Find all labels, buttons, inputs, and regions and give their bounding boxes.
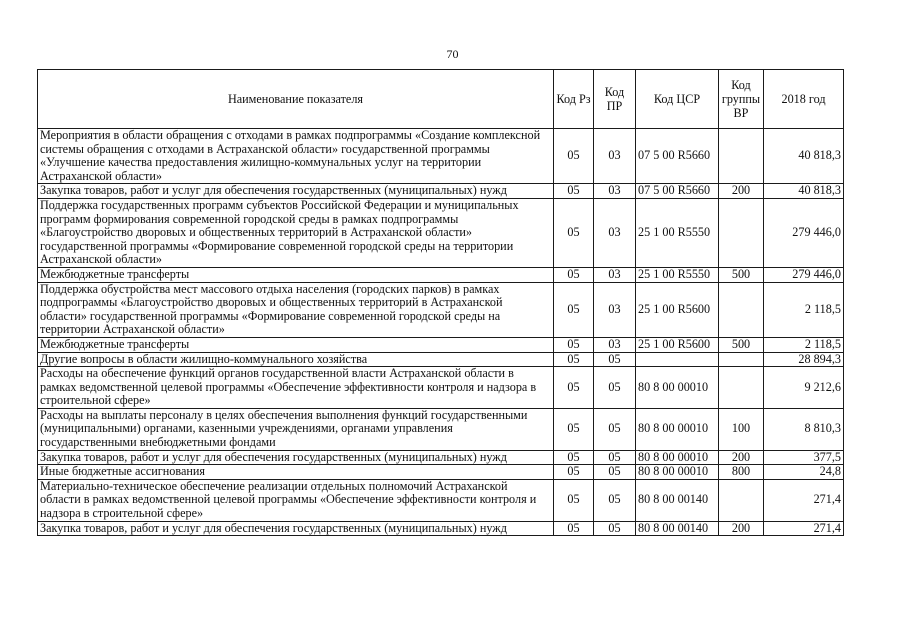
row-name: Закупка товаров, работ и услуг для обеспечения государственных (муниципальных) нужд <box>38 450 554 465</box>
row-amount: 28 894,3 <box>764 352 844 367</box>
row-rz: 05 <box>554 129 594 184</box>
row-pr: 03 <box>594 337 636 352</box>
row-rz: 05 <box>554 367 594 409</box>
row-pr: 03 <box>594 129 636 184</box>
row-csr: 25 1 00 R5600 <box>636 337 719 352</box>
row-name: Поддержка обустройства мест массового отдыха населения (городских парков) в рамках подпрограммы «Благоустройство дворовых и общественных территорий в Астраханской области» государственной программы «Формирование современной городской среды на территории Астраханской области» <box>38 282 554 337</box>
row-vr: 200 <box>719 184 764 199</box>
row-name: Расходы на выплаты персоналу в целях обеспечения выполнения функций государственными (муниципальными) органами, казенными учреждениями, органами управления государственными внебюджетными фондами <box>38 408 554 450</box>
table-row <box>38 367 844 409</box>
row-vr: 800 <box>719 465 764 480</box>
row-name: Закупка товаров, работ и услуг для обеспечения государственных (муниципальных) нужд <box>38 184 554 199</box>
row-pr: 05 <box>594 367 636 409</box>
row-amount: 40 818,3 <box>764 129 844 184</box>
table-row <box>38 521 844 536</box>
row-vr: 500 <box>719 267 764 282</box>
row-rz: 05 <box>554 450 594 465</box>
header-rz: Код Рз <box>554 70 594 129</box>
table-row <box>38 337 844 352</box>
table-row <box>38 267 844 282</box>
row-rz: 05 <box>554 198 594 267</box>
table-row <box>38 479 844 521</box>
row-csr: 80 8 00 00010 <box>636 408 719 450</box>
row-vr: 100 <box>719 408 764 450</box>
row-pr: 05 <box>594 408 636 450</box>
row-amount: 279 446,0 <box>764 267 844 282</box>
row-csr: 07 5 00 R5660 <box>636 129 719 184</box>
row-csr: 80 8 00 00010 <box>636 465 719 480</box>
header-year: 2018 год <box>764 70 844 129</box>
row-rz: 05 <box>554 282 594 337</box>
row-csr: 25 1 00 R5600 <box>636 282 719 337</box>
header-pr: Код ПР <box>594 70 636 129</box>
row-rz: 05 <box>554 521 594 536</box>
row-rz: 05 <box>554 267 594 282</box>
row-name: Закупка товаров, работ и услуг для обеспечения государственных (муниципальных) нужд <box>38 521 554 536</box>
row-csr: 25 1 00 R5550 <box>636 267 719 282</box>
row-name: Другие вопросы в области жилищно-коммунального хозяйства <box>38 352 554 367</box>
row-vr <box>719 479 764 521</box>
row-pr: 03 <box>594 267 636 282</box>
row-csr: 80 8 00 00140 <box>636 521 719 536</box>
row-vr: 500 <box>719 337 764 352</box>
row-rz: 05 <box>554 352 594 367</box>
row-amount: 9 212,6 <box>764 367 844 409</box>
row-rz: 05 <box>554 337 594 352</box>
row-amount: 271,4 <box>764 521 844 536</box>
row-amount: 40 818,3 <box>764 184 844 199</box>
row-rz: 05 <box>554 408 594 450</box>
table-row <box>38 352 844 367</box>
row-pr: 03 <box>594 282 636 337</box>
table-row <box>38 408 844 450</box>
table-row <box>38 129 844 184</box>
row-vr <box>719 198 764 267</box>
row-pr: 05 <box>594 450 636 465</box>
row-name: Мероприятия в области обращения с отходами в рамках подпрограммы «Создание комплексной системы обращения с отходами в Астраханской области» государственной программы «Улучшение качества предоставления жилищно-коммунальных услуг на территории Астраханской области» <box>38 129 554 184</box>
row-name: Поддержка государственных программ субъектов Российской Федерации и муниципальных программ формирования современной городской среды в рамках подпрограммы «Благоустройство дворовых и общественных территорий в Астраханской области» государственной программы «Формирование современной городской среды на территории Астраханской области» <box>38 198 554 267</box>
row-name: Расходы на обеспечение функций органов государственной власти Астраханской области в рамках ведомственной целевой программы «Обеспечение эффективности контроля и надзора в строительной сфере» <box>38 367 554 409</box>
table-row <box>38 184 844 199</box>
header-csr: Код ЦСР <box>636 70 719 129</box>
row-rz: 05 <box>554 184 594 199</box>
row-vr <box>719 367 764 409</box>
table-row <box>38 198 844 267</box>
row-amount: 2 118,5 <box>764 337 844 352</box>
row-name: Межбюджетные трансферты <box>38 337 554 352</box>
row-pr: 03 <box>594 198 636 267</box>
table-row <box>38 450 844 465</box>
row-name: Материально-техническое обеспечение реализации отдельных полномочий Астраханской области в рамках ведомственной целевой программы «Обеспечение эффективности контроля и надзора в строительной сфере» <box>38 479 554 521</box>
row-pr: 05 <box>594 465 636 480</box>
row-csr <box>636 352 719 367</box>
row-rz: 05 <box>554 465 594 480</box>
row-amount: 271,4 <box>764 479 844 521</box>
table-header-row <box>38 70 844 129</box>
budget-table <box>37 69 844 536</box>
header-name: Наименование показателя <box>38 70 554 129</box>
row-csr: 07 5 00 R5660 <box>636 184 719 199</box>
table-row <box>38 282 844 337</box>
row-csr: 25 1 00 R5550 <box>636 198 719 267</box>
row-amount: 24,8 <box>764 465 844 480</box>
row-vr <box>719 129 764 184</box>
row-vr: 200 <box>719 450 764 465</box>
row-vr: 200 <box>719 521 764 536</box>
row-amount: 2 118,5 <box>764 282 844 337</box>
row-pr: 05 <box>594 479 636 521</box>
row-csr: 80 8 00 00010 <box>636 450 719 465</box>
row-name: Межбюджетные трансферты <box>38 267 554 282</box>
row-rz: 05 <box>554 479 594 521</box>
row-vr <box>719 352 764 367</box>
row-vr <box>719 282 764 337</box>
row-name: Иные бюджетные ассигнования <box>38 465 554 480</box>
row-pr: 05 <box>594 521 636 536</box>
page-number: 70 <box>446 47 459 61</box>
header-vr: Код группы ВР <box>719 70 764 129</box>
row-amount: 8 810,3 <box>764 408 844 450</box>
row-csr: 80 8 00 00140 <box>636 479 719 521</box>
table-row <box>38 465 844 480</box>
row-pr: 03 <box>594 184 636 199</box>
row-amount: 279 446,0 <box>764 198 844 267</box>
row-pr: 05 <box>594 352 636 367</box>
row-amount: 377,5 <box>764 450 844 465</box>
row-csr: 80 8 00 00010 <box>636 367 719 409</box>
